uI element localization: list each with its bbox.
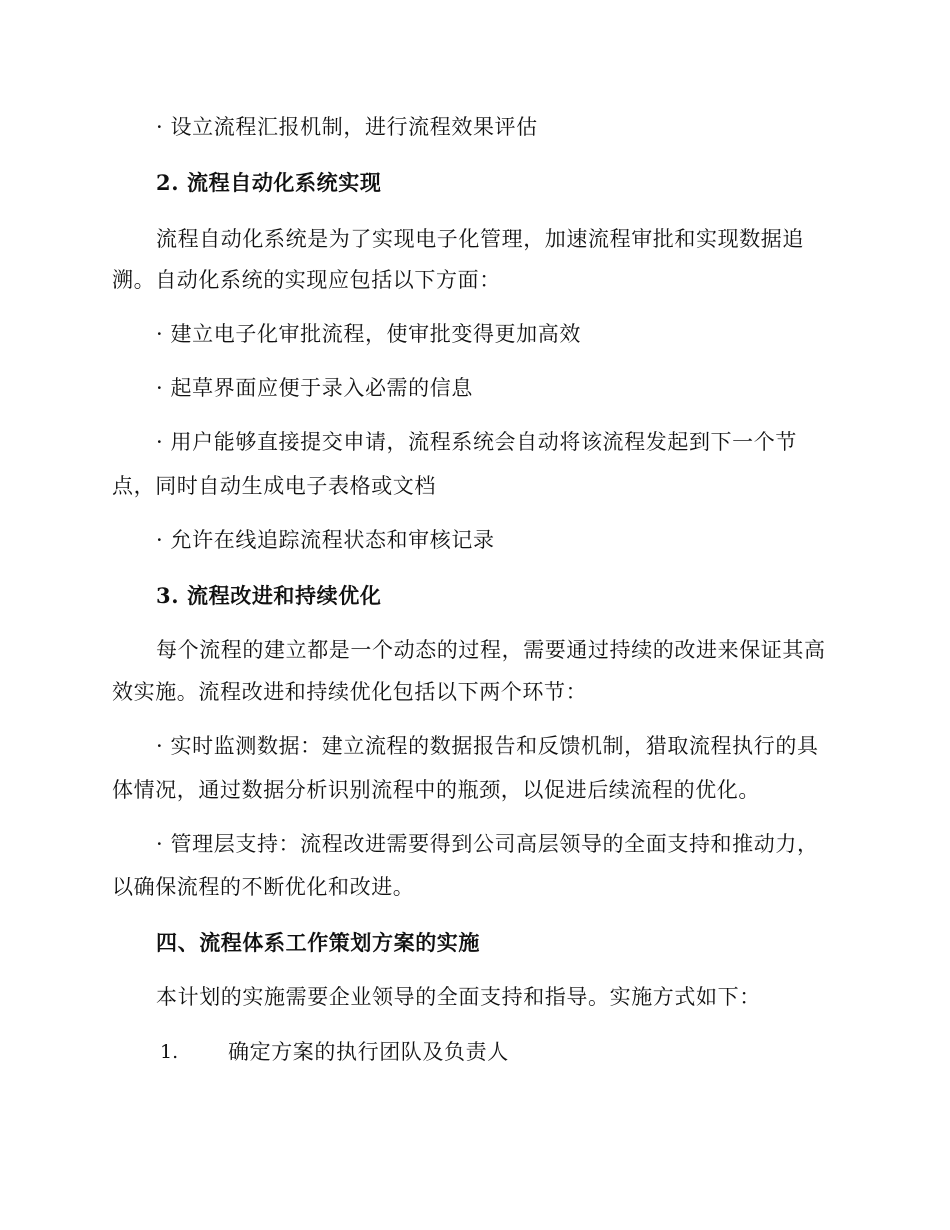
bullet-item-report-mechanism: · 设立流程汇报机制，进行流程效果评估 bbox=[156, 115, 538, 139]
paragraph-improvement-line-2: 效实施。流程改进和持续优化包括以下两个环节： bbox=[112, 680, 588, 704]
paragraph-improvement-line-1: 每个流程的建立都是一个动态的过程，需要通过持续的改进来保证其高 bbox=[156, 638, 826, 662]
paragraph-implementation: 本计划的实施需要企业领导的全面支持和指导。实施方式如下： bbox=[156, 985, 761, 1009]
bullet-item-online-tracking: · 允许在线追踪流程状态和审核记录 bbox=[156, 528, 495, 552]
numbered-item-execution-team: 确定方案的执行团队及负责人 bbox=[228, 1040, 509, 1064]
section-heading-automation: 2. 流程自动化系统实现 bbox=[156, 170, 382, 195]
bullet-item-submit-request-line-1: · 用户能够直接提交申请，流程系统会自动将该流程发起到下一个节 bbox=[156, 430, 797, 454]
paragraph-automation-line-1: 流程自动化系统是为了实现电子化管理，加速流程审批和实现数据追 bbox=[156, 227, 804, 251]
bullet-item-submit-request-line-2: 点，同时自动生成电子表格或文档 bbox=[112, 474, 436, 498]
bullet-item-draft-interface: · 起草界面应便于录入必需的信息 bbox=[156, 376, 473, 400]
bullet-item-realtime-monitoring-line-1: · 实时监测数据：建立流程的数据报告和反馈机制，猎取流程执行的具 bbox=[156, 734, 819, 758]
bullet-item-realtime-monitoring-line-2: 体情况，通过数据分析识别流程中的瓶颈，以促进后续流程的优化。 bbox=[112, 778, 760, 802]
section-heading-improvement: 3. 流程改进和持续优化 bbox=[156, 583, 382, 608]
bullet-item-management-support-line-1: · 管理层支持：流程改进需要得到公司高层领导的全面支持和推动力， bbox=[156, 832, 819, 856]
section-heading-implementation: 四、流程体系工作策划方案的实施 bbox=[156, 930, 480, 955]
paragraph-automation-line-2: 溯。自动化系统的实现应包括以下方面： bbox=[112, 268, 501, 292]
bullet-item-management-support-line-2: 以确保流程的不断优化和改进。 bbox=[112, 875, 415, 899]
numbered-item-number: 1. bbox=[160, 1041, 179, 1063]
bullet-item-electronic-approval: · 建立电子化审批流程，使审批变得更加高效 bbox=[156, 322, 581, 346]
